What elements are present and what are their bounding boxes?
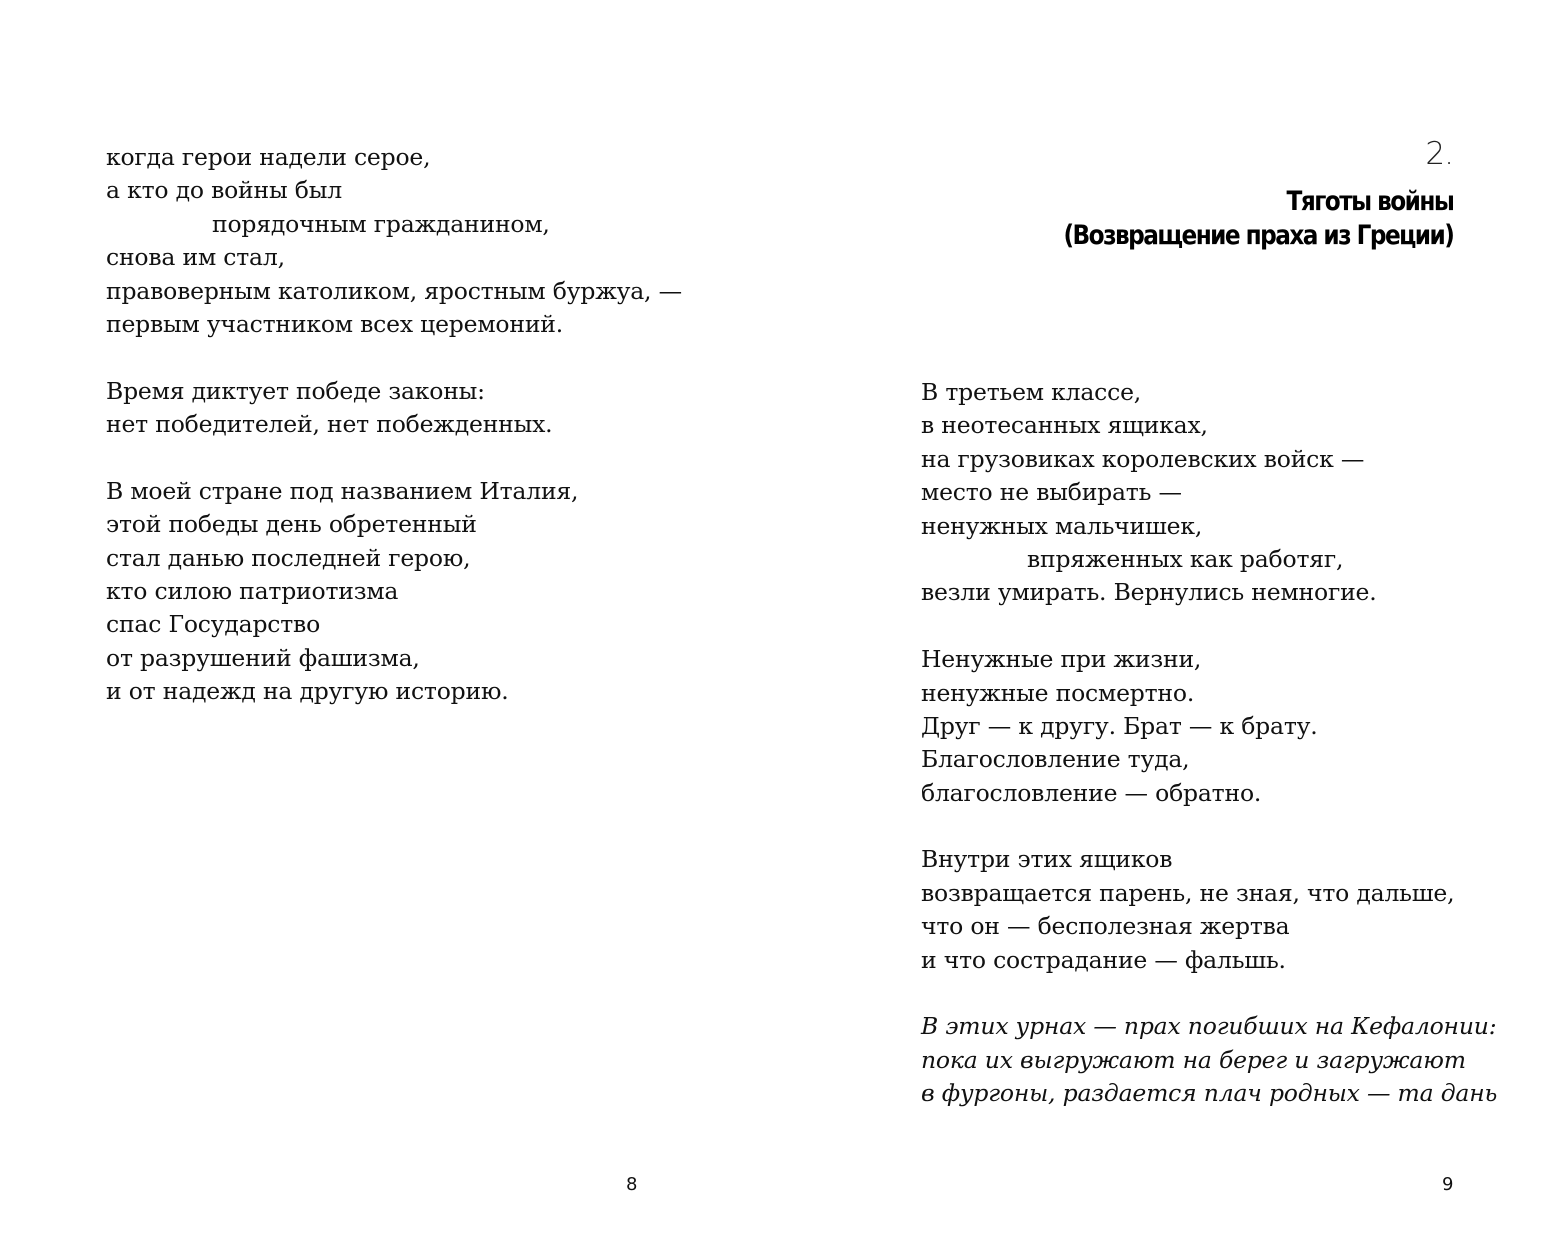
- right-poem-text: [921, 376, 1497, 1111]
- poem-line: нет победителей, нет побежденных.: [106, 410, 553, 439]
- right-page: [780, 0, 1559, 1254]
- poem-line: и от надежд на другую историю.: [106, 677, 509, 706]
- stanza-break: [921, 610, 1497, 643]
- poem-line: снова им стал,: [106, 243, 285, 272]
- page-number-right: 9: [1442, 1174, 1454, 1195]
- poem-line: В этих урнах — прах погибших на Кефалонии:: [921, 1012, 1497, 1041]
- stanza-break: [106, 341, 682, 374]
- poem-line: этой победы день обретенный: [106, 510, 477, 539]
- poem-line: стал данью последней герою,: [106, 543, 471, 572]
- poem-line: Время диктует победе законы:: [106, 376, 485, 405]
- poem-line: спас Государство: [106, 610, 321, 639]
- poem-line: когда герои надели серое,: [106, 143, 431, 171]
- poem-line: возвращается парень, не зная, что дальше,: [921, 878, 1455, 907]
- poem-line: впряженных как работяг,: [1027, 544, 1344, 573]
- poem-line: правоверным католиком, яростным буржуа, —: [106, 276, 682, 305]
- page-number-left: 8: [626, 1174, 638, 1195]
- poem-line: В моей стране под названием Италия,: [106, 476, 579, 505]
- poem-line: благословление — обратно.: [921, 778, 1262, 807]
- stanza-break: [106, 442, 682, 475]
- poem-line: а кто до войны был: [106, 176, 342, 205]
- chapter-title: [1063, 185, 1453, 253]
- poem-line: ненужные посмертно.: [921, 678, 1195, 707]
- stanza-break: [921, 810, 1497, 843]
- chapter-title-line-2: (Возвращение праха из Греции): [1063, 220, 1453, 251]
- poem-line: В третьем классе,: [921, 378, 1142, 406]
- poem-line: Благословление туда,: [921, 745, 1190, 774]
- poem-line: место не выбирать —: [921, 478, 1182, 507]
- chapter-number: 2.: [1425, 136, 1453, 172]
- poem-line: на грузовиках королевских войск —: [921, 444, 1365, 473]
- stanza-break: [921, 977, 1497, 1010]
- poem-line: Друг — к другу. Брат — к брату.: [921, 711, 1318, 740]
- poem-line: порядочным гражданином,: [212, 209, 550, 238]
- poem-line: и что сострадание — фальшь.: [921, 945, 1286, 974]
- left-poem-text: [106, 141, 682, 709]
- poem-line: пока их выгружают на берег и загружают: [921, 1045, 1466, 1074]
- poem-line: первым участником всех церемоний.: [106, 309, 564, 338]
- poem-line: от разрушений фашизма,: [106, 643, 420, 672]
- poem-line: в фургоны, раздается плач родных — та дань: [921, 1079, 1498, 1108]
- poem-line: Внутри этих ящиков: [921, 845, 1173, 874]
- poem-line: что он — бесполезная жертва: [921, 912, 1290, 941]
- poem-line: ненужных мальчишек,: [921, 511, 1203, 540]
- chapter-title-line-1: Тяготы войны: [1286, 186, 1453, 217]
- poem-line: в неотесанных ящиках,: [921, 411, 1208, 440]
- poem-line: кто силою патриотизма: [106, 577, 399, 606]
- poem-line: Ненужные при жизни,: [921, 645, 1202, 674]
- poem-line: везли умирать. Вернулись немногие.: [921, 578, 1377, 607]
